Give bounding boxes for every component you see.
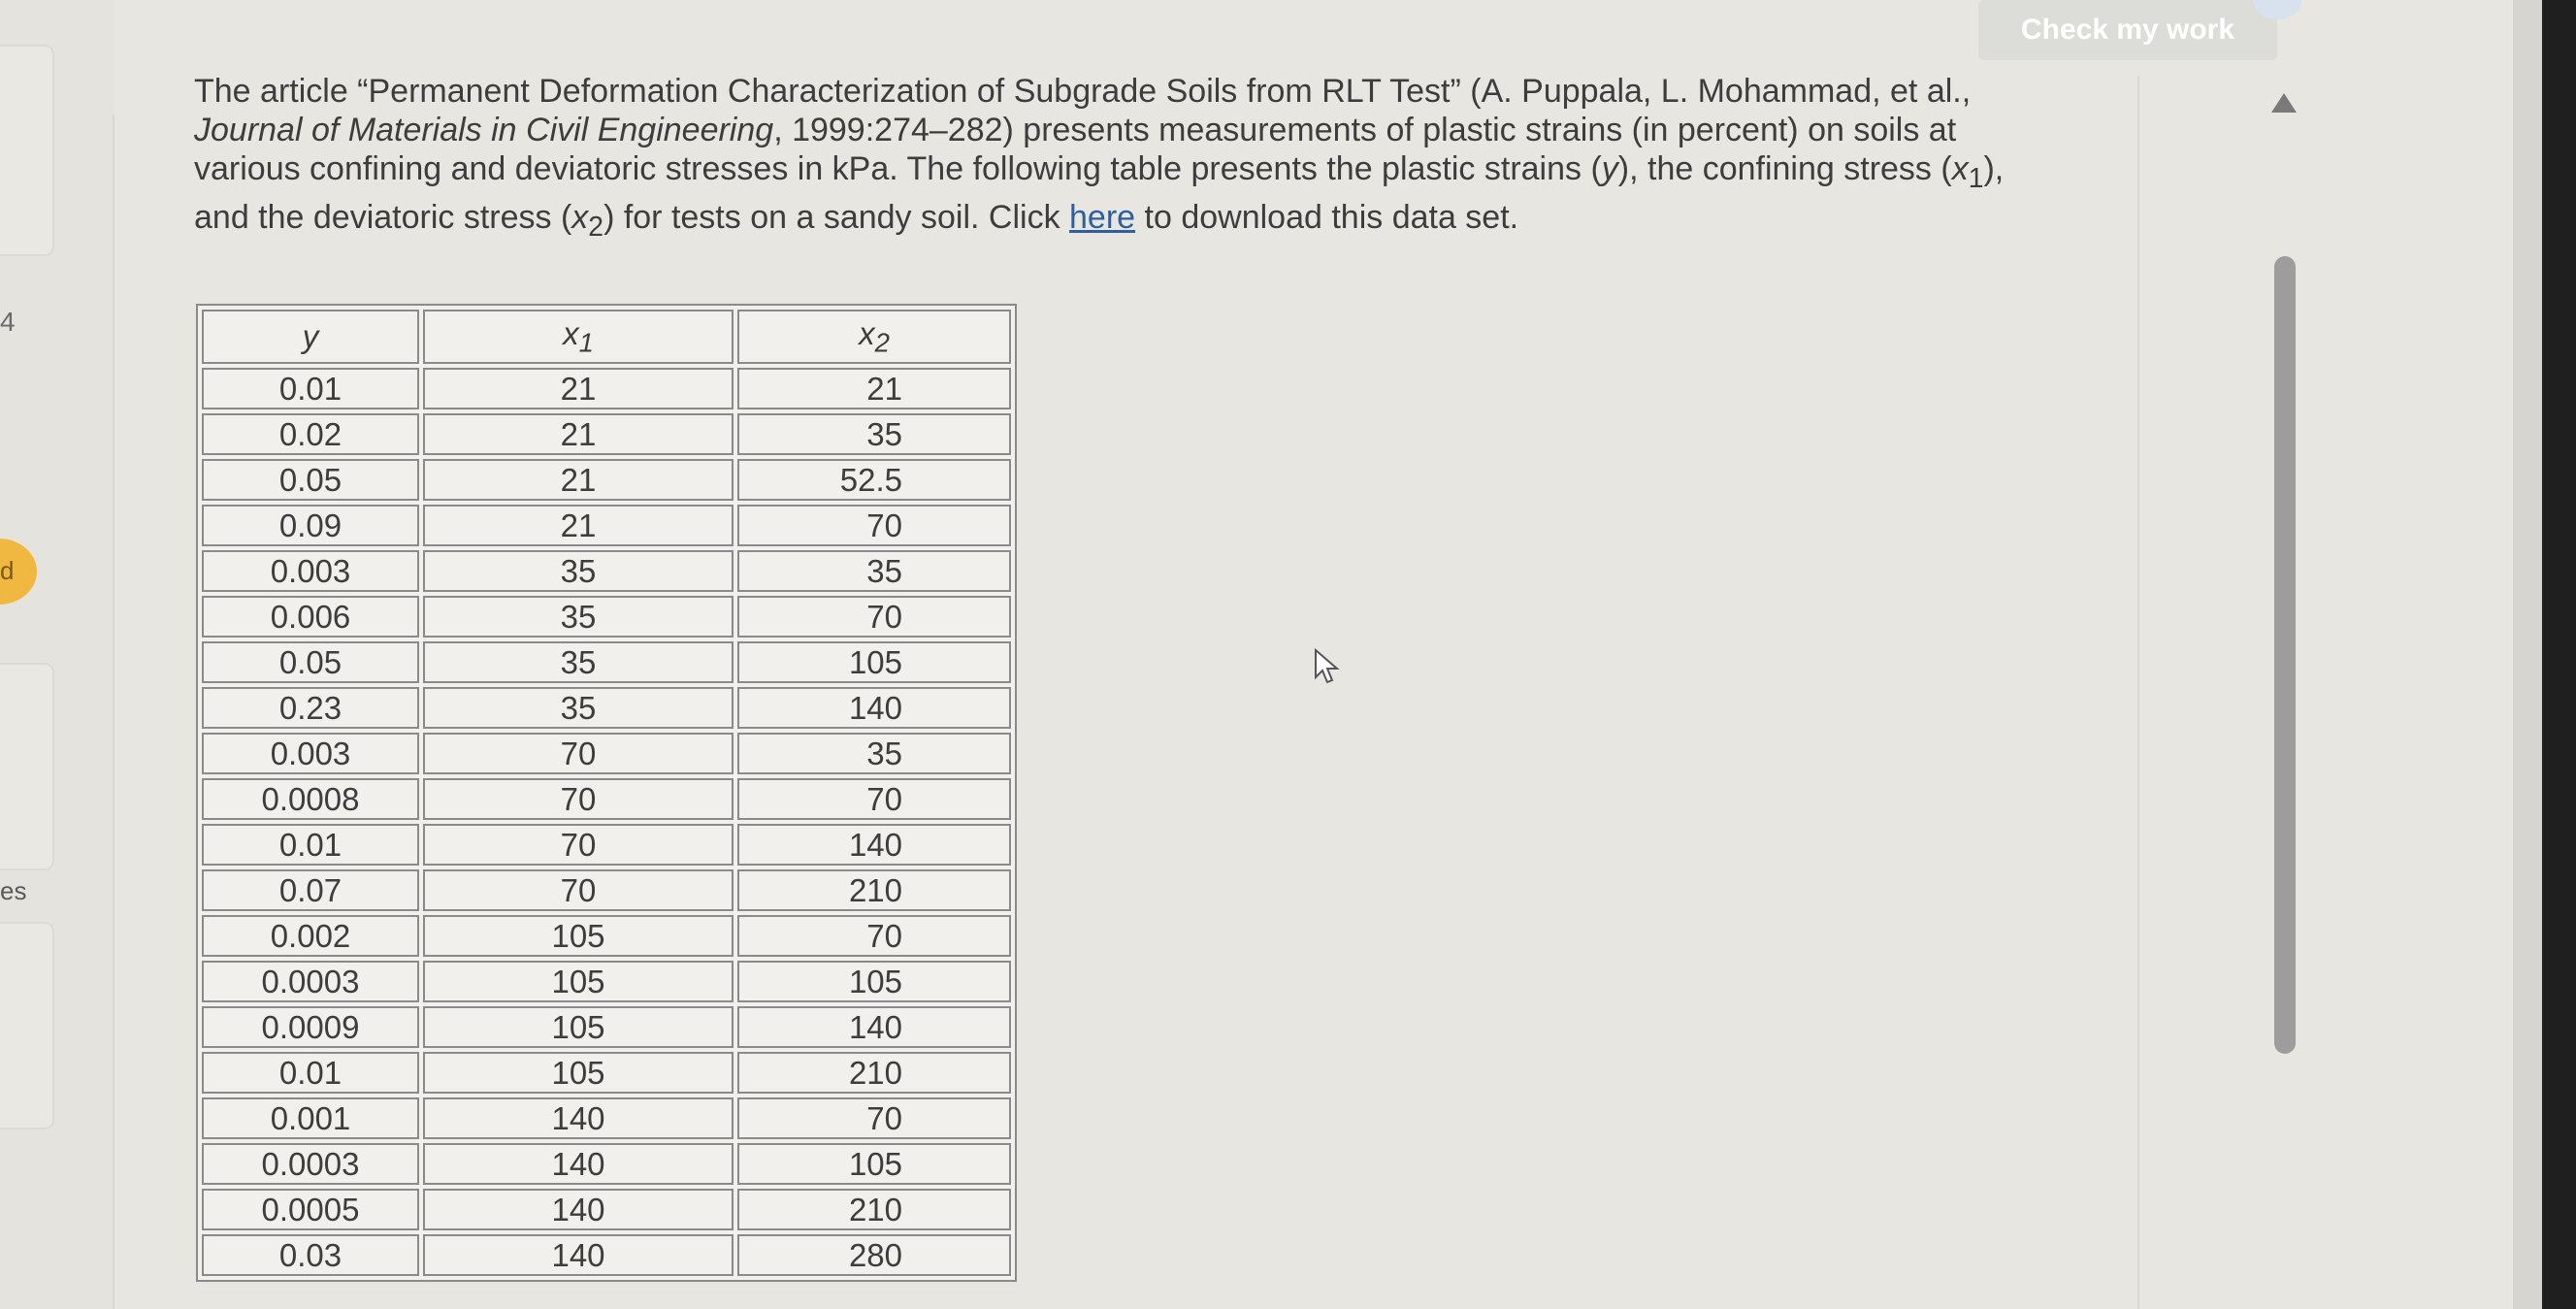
- problem-text: , 1999:274–282) presents measurements of plastic strains (in percent) on soils at various confining and deviatoric stresses in kPa. The following table presents the plastic strains (: [194, 112, 1957, 187]
- cell-y: 0.0003: [202, 961, 419, 1002]
- cell-x2: 140: [737, 687, 1011, 729]
- table-row: [202, 824, 1011, 866]
- var-x2: x: [571, 198, 589, 236]
- cell-x1: 105: [423, 1006, 734, 1048]
- problem-statement: [194, 72, 2038, 246]
- table-row: [202, 413, 1011, 455]
- cell-x2: 21: [737, 368, 1011, 409]
- cell-x1: 140: [423, 1234, 734, 1276]
- cell-x1: 140: [423, 1143, 734, 1185]
- cell-y: 0.003: [202, 733, 419, 774]
- header-x1-base: x: [563, 314, 579, 351]
- rail-card[interactable]: [0, 45, 54, 256]
- header-x1-sub: 1: [578, 327, 594, 358]
- table-row: [202, 596, 1011, 638]
- cell-y: 0.01: [202, 368, 419, 409]
- header-x1: [423, 310, 734, 364]
- table-body: [202, 368, 1011, 1276]
- table-row: [202, 505, 1011, 546]
- scroll-up-arrow-icon[interactable]: [2271, 93, 2297, 113]
- data-table: [196, 304, 1017, 1282]
- check-my-work-button[interactable]: Check my work: [1978, 0, 2277, 60]
- var-x1: x: [1951, 150, 1969, 187]
- cell-y: 0.01: [202, 824, 419, 866]
- cell-y: 0.003: [202, 550, 419, 592]
- cell-x1: 35: [423, 641, 734, 683]
- cell-x1: 70: [423, 869, 734, 911]
- cell-x1: 70: [423, 824, 734, 866]
- cell-y: 0.05: [202, 459, 419, 501]
- cell-x1: 140: [423, 1189, 734, 1230]
- cell-x2: 35: [737, 413, 1011, 455]
- cell-x2: 210: [737, 869, 1011, 911]
- cell-x2: 105: [737, 1143, 1011, 1185]
- screen-edge: [2542, 0, 2576, 1309]
- cell-y: 0.0005: [202, 1189, 419, 1230]
- table-row: [202, 1006, 1011, 1048]
- mouse-cursor-icon: [1314, 648, 1345, 687]
- rail-badge-label: d: [0, 556, 15, 585]
- journal-title: Journal of Materials in Civil Engineering: [194, 112, 774, 148]
- cell-x2: 105: [737, 641, 1011, 683]
- cell-x1: 70: [423, 778, 734, 820]
- left-rail: [0, 0, 114, 1309]
- cell-x2: 70: [737, 596, 1011, 638]
- content-divider: [113, 115, 114, 1309]
- cell-y: 0.07: [202, 869, 419, 911]
- cell-x2: 140: [737, 824, 1011, 866]
- cell-y: 0.001: [202, 1097, 419, 1139]
- problem-text: ), the confining stress (: [1617, 150, 1952, 187]
- cell-x2: 52.5: [737, 459, 1011, 501]
- cell-x1: 21: [423, 413, 734, 455]
- cell-x2: 35: [737, 550, 1011, 592]
- rail-partial-label: es: [0, 876, 27, 905]
- cell-x2: 280: [737, 1234, 1011, 1276]
- cell-x2: 70: [737, 1097, 1011, 1139]
- var-x2-sub: 2: [588, 211, 604, 243]
- scrollbar-thumb[interactable]: [2274, 256, 2296, 1054]
- cell-x1: 21: [423, 459, 734, 501]
- cell-y: 0.0009: [202, 1006, 419, 1048]
- cell-y: 0.02: [202, 413, 419, 455]
- download-data-link[interactable]: here: [1069, 198, 1136, 236]
- cell-y: 0.0008: [202, 778, 419, 820]
- cell-x1: 21: [423, 368, 734, 409]
- header-x2: [737, 310, 1011, 364]
- header-x2-sub: 2: [874, 327, 890, 358]
- cell-y: 0.09: [202, 505, 419, 546]
- header-y: y: [202, 310, 419, 364]
- rail-card[interactable]: [0, 663, 54, 870]
- table-header-row: [202, 310, 1011, 364]
- table-row: [202, 550, 1011, 592]
- cell-x1: 105: [423, 915, 734, 957]
- cell-x2: 105: [737, 961, 1011, 1002]
- cell-y: 0.05: [202, 641, 419, 683]
- cell-x2: 210: [737, 1052, 1011, 1094]
- table-row: [202, 641, 1011, 683]
- cell-y: 0.002: [202, 915, 419, 957]
- cell-y: 0.006: [202, 596, 419, 638]
- cell-x2: 140: [737, 1006, 1011, 1048]
- table-row: [202, 915, 1011, 957]
- cell-x2: 70: [737, 915, 1011, 957]
- cell-x1: 70: [423, 733, 734, 774]
- cell-x1: 21: [423, 505, 734, 546]
- rail-question-number: 4: [0, 307, 16, 337]
- window-edge: [2513, 0, 2542, 1309]
- table-row: [202, 368, 1011, 409]
- cell-x2: 210: [737, 1189, 1011, 1230]
- problem-text: to download this data set.: [1135, 198, 1519, 236]
- cell-x1: 105: [423, 1052, 734, 1094]
- table-row: [202, 961, 1011, 1002]
- table-row: [202, 687, 1011, 729]
- table-row: [202, 1052, 1011, 1094]
- table-row: [202, 869, 1011, 911]
- var-y: y: [1601, 150, 1618, 187]
- table-row: [202, 733, 1011, 774]
- cell-y: 0.23: [202, 687, 419, 729]
- cell-x2: 70: [737, 505, 1011, 546]
- problem-text: ) for tests on a sandy soil. Click: [603, 198, 1070, 236]
- table-row: [202, 1097, 1011, 1139]
- cell-x2: 35: [737, 733, 1011, 774]
- table-row: [202, 459, 1011, 501]
- problem-text: ), and the deviatoric stress (: [194, 150, 2005, 236]
- problem-text: The article “Permanent Deformation Characterization of Subgrade Soils from RLT Test” (A. Puppala, L. Mohammad, et al.,: [194, 73, 1972, 110]
- cell-x1: 35: [423, 687, 734, 729]
- cell-x1: 35: [423, 596, 734, 638]
- cell-x1: 35: [423, 550, 734, 592]
- table-row: [202, 1234, 1011, 1276]
- cell-y: 0.0003: [202, 1143, 419, 1185]
- cell-x1: 105: [423, 961, 734, 1002]
- content-divider-right: [2137, 76, 2139, 1309]
- cell-x2: 70: [737, 778, 1011, 820]
- header-x2-base: x: [859, 314, 875, 351]
- table-row: [202, 778, 1011, 820]
- rail-card[interactable]: [0, 922, 54, 1129]
- cell-y: 0.01: [202, 1052, 419, 1094]
- table-row: [202, 1189, 1011, 1230]
- cell-x1: 140: [423, 1097, 734, 1139]
- table-row: [202, 1143, 1011, 1185]
- var-x1-sub: 1: [1968, 162, 1984, 194]
- cell-y: 0.03: [202, 1234, 419, 1276]
